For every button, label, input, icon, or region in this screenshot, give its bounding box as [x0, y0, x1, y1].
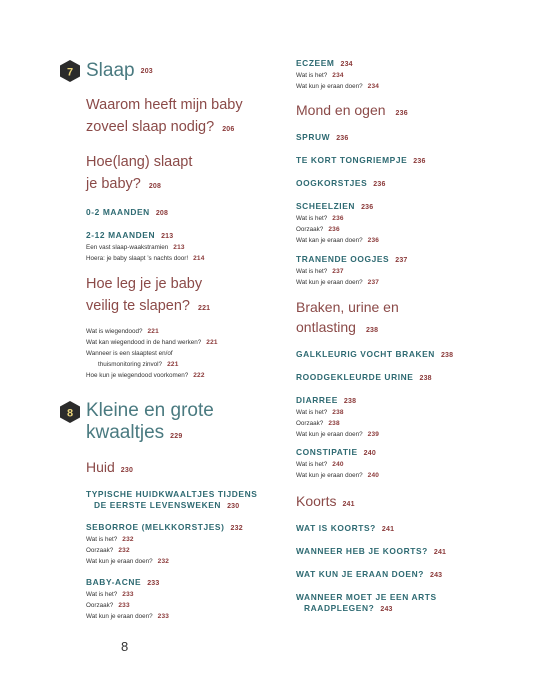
subsection-heading: OOGKORSTJES 236	[296, 178, 386, 188]
page-ref: 214	[193, 255, 205, 262]
page-ref: 221	[147, 328, 159, 335]
page-ref: 208	[155, 210, 169, 217]
page-ref: 236	[361, 204, 374, 211]
page-ref: 234	[332, 72, 344, 79]
entry-list	[86, 534, 270, 567]
section-heading-line: Waarom heeft mijn baby	[86, 97, 243, 113]
page-ref: 213	[173, 244, 185, 251]
page-ref: 233	[122, 591, 134, 598]
section-heading-line: je baby? 208	[86, 176, 162, 192]
toc-entry: Wat is het? 232	[86, 536, 134, 543]
subsection-heading: WAT KUN JE ERAAN DOEN? 243	[296, 569, 443, 579]
page-ref: 240	[367, 472, 380, 479]
page-ref: 238	[332, 409, 344, 416]
section-heading: Koorts 241	[296, 493, 355, 509]
page-ref: 237	[367, 279, 380, 286]
section-heading: Mond en ogen 236	[296, 102, 408, 118]
subsection-heading: TE KORT TONGRIEMPJE 236	[296, 155, 426, 165]
page-ref: 236	[367, 237, 380, 244]
toc-entry: Wat kan wiegendood in de hand werken? 221	[86, 339, 218, 346]
page-ref: 237	[332, 268, 344, 275]
toc-entry: Wat is het? 237	[296, 268, 344, 275]
chapter-badge-hexagon-icon	[60, 60, 80, 82]
subsection-heading-line: DE EERSTE LEVENSWEKEN 230	[94, 500, 240, 510]
page-ref: 221	[206, 339, 218, 346]
page-ref: 206	[222, 126, 235, 133]
page-ref: 233	[157, 613, 170, 620]
page-ref: 232	[122, 536, 134, 543]
toc-entry: Oorzaak? 236	[296, 226, 340, 233]
toc-entry: Een vast slaap-waakstramien 213	[86, 244, 185, 251]
entry-list	[296, 407, 496, 440]
toc-entry: Wat kun je eraan doen? 237	[296, 279, 380, 286]
toc-entry: thuismonitoring zinvol? 221	[98, 361, 179, 368]
section-heading-line: veilig te slapen? 221	[86, 298, 211, 314]
page-ref: 234	[367, 83, 380, 90]
toc-entry: Hoera: je baby slaapt ’s nachts door! 214	[86, 255, 205, 262]
toc-entry: Wat is wiegendood? 221	[86, 328, 159, 335]
section-heading: Huid 230	[86, 459, 134, 475]
page-ref: 238	[419, 375, 432, 382]
page-ref: 236	[336, 135, 349, 142]
page-ref: 232	[230, 525, 243, 532]
toc-entry: Wat is het? 233	[86, 591, 134, 598]
toc-left-column	[60, 60, 270, 622]
page-ref: 232	[118, 547, 130, 554]
page-ref: 238	[365, 327, 379, 334]
section-heading	[86, 94, 270, 141]
subsection-heading-line: TYPISCHE HUIDKWAALTJES TIJDENS	[86, 489, 258, 499]
page-ref: 241	[433, 549, 447, 556]
subsection-heading: ROODGEKLEURDE URINE 238	[296, 372, 432, 382]
subsection-heading: TRANENDE OOGJES 237	[296, 254, 408, 264]
page-ref: 213	[161, 233, 174, 240]
toc-entry: Oorzaak? 232	[86, 547, 130, 554]
subsection-heading: 2-12 MAANDEN 213	[86, 230, 174, 240]
page-ref: 236	[395, 110, 408, 117]
page-ref: 222	[193, 372, 205, 379]
subsection-heading: DIARREE 238	[296, 395, 357, 405]
page-ref: 221	[167, 361, 179, 368]
toc-entry: Wat is het? 234	[296, 72, 344, 79]
page-ref: 230	[227, 503, 240, 510]
section-heading	[296, 297, 496, 341]
page-ref: 238	[343, 398, 357, 405]
toc-entry: Wat kun je eraan doen? 233	[86, 613, 170, 620]
page-ref: 241	[381, 526, 395, 533]
page-ref: 236	[332, 215, 344, 222]
toc-entry: Wanneer is een slaaptest en/of	[86, 350, 173, 357]
toc-entry: Hoe kun je wiegendood voorkomen? 222	[86, 372, 205, 379]
page-ref: 243	[380, 606, 393, 613]
subsection-heading: CONSTIPATIE 240	[296, 447, 376, 457]
page-ref: 233	[118, 602, 130, 609]
entry-list	[86, 242, 270, 264]
subsection-heading: WAT IS KOORTS? 241	[296, 523, 395, 533]
subsection-heading: BABY-ACNE 233	[86, 577, 160, 587]
section-heading-line: Braken, urine en	[296, 299, 399, 315]
chapter-8-heading	[60, 400, 270, 448]
subsection-heading: GALKLEURIG VOCHT BRAKEN 238	[296, 349, 454, 359]
page-ref: 236	[328, 226, 340, 233]
section-heading	[86, 151, 270, 198]
subsection-heading-line: RAADPLEGEN? 243	[304, 603, 393, 613]
page-ref: 239	[367, 431, 380, 438]
chapter-number: 8	[66, 407, 74, 420]
page-ref: 236	[373, 181, 386, 188]
page-ref: 240	[363, 450, 376, 457]
page-ref: 230	[120, 467, 134, 474]
page-ref: 236	[413, 158, 426, 165]
toc-entry: Wat is het? 238	[296, 409, 344, 416]
entry-list	[86, 589, 270, 622]
toc-entry: Wat kun je eraan doen? 232	[86, 558, 170, 565]
toc-entry: Wat kun je eraan doen? 240	[296, 472, 380, 479]
section-heading	[86, 273, 270, 320]
page-ref: 221	[198, 305, 211, 312]
section-heading-line: Hoe(lang) slaapt	[86, 154, 193, 170]
page-ref: 234	[340, 61, 353, 68]
entry-list	[296, 459, 496, 481]
section-heading-line: Hoe leg je je baby	[86, 276, 203, 292]
subsection-heading	[86, 489, 270, 512]
chapter-number: 7	[66, 66, 74, 79]
toc-entry: Wat is het? 236	[296, 215, 344, 222]
page-ref: 229	[170, 433, 183, 440]
toc-right-column	[296, 58, 496, 615]
section-heading-line: ontlasting 238	[296, 319, 379, 335]
subsection-heading: SEBORROE (MELKKORSTJES) 232	[86, 522, 243, 532]
page-ref: 238	[440, 352, 454, 359]
toc-entry: Wat is het? 240	[296, 461, 344, 468]
page-number: 8	[121, 639, 129, 654]
page-ref: 233	[147, 580, 160, 587]
page-ref: 232	[157, 558, 170, 565]
page-ref: 237	[395, 257, 408, 264]
page-ref: 238	[328, 420, 340, 427]
chapter-7-heading	[60, 60, 270, 82]
page-ref: 203	[140, 67, 153, 75]
subsection-heading: WANNEER HEB JE KOORTS? 241	[296, 546, 447, 556]
chapter-title	[86, 400, 214, 448]
toc-entry: Oorzaak? 238	[296, 420, 340, 427]
chapter-badge-hexagon-icon	[60, 401, 80, 423]
page-ref: 241	[342, 501, 355, 508]
toc-entry: Wat kun je eraan doen? 239	[296, 431, 380, 438]
subsection-heading-line: WANNEER MOET JE EEN ARTS	[296, 592, 437, 602]
section-heading-line: zoveel slaap nodig? 206	[86, 119, 235, 135]
entry-list	[86, 326, 270, 381]
subsection-heading: SCHEELZIEN 236	[296, 201, 374, 211]
entry-list	[296, 266, 496, 288]
toc-entry: Oorzaak? 233	[86, 602, 130, 609]
subsection-heading: 0-2 MAANDEN 208	[86, 207, 169, 217]
page-ref: 208	[148, 183, 162, 190]
entry-list	[296, 213, 496, 246]
subsection-heading	[296, 592, 496, 615]
chapter-title: Slaap	[86, 60, 135, 81]
page-ref: 240	[332, 461, 344, 468]
subsection-heading: ECZEEM 234	[296, 58, 353, 68]
toc-entry: Wat kan je eraan doen? 236	[296, 237, 380, 244]
subsection-heading: SPRUW 236	[296, 132, 349, 142]
chapter-title-line: Kleine en grote	[86, 400, 214, 421]
entry-list	[296, 70, 496, 92]
chapter-title-line: kwaaltjes 229	[86, 422, 183, 443]
toc-entry: Wat kun je eraan doen? 234	[296, 83, 380, 90]
page-ref: 243	[429, 572, 443, 579]
